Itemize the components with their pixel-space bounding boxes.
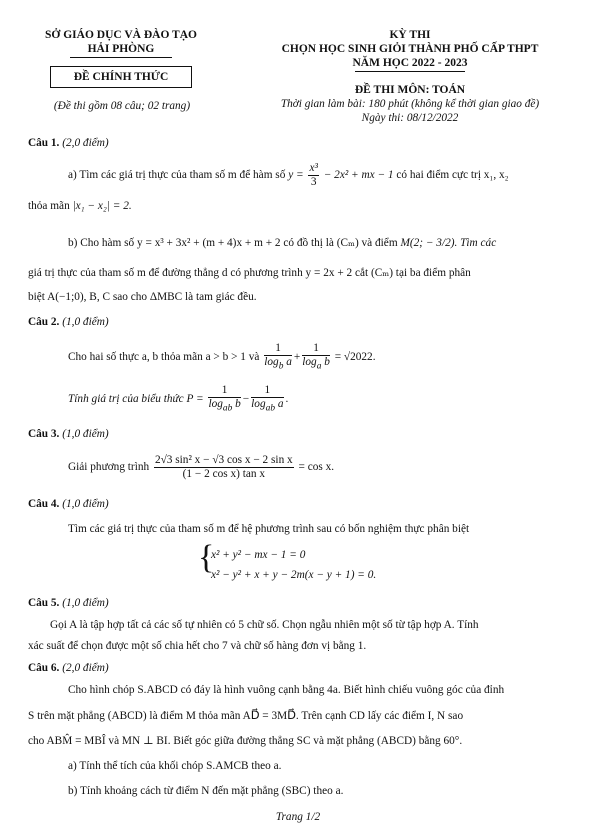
q6-title: Câu 6. — [28, 662, 60, 674]
q3-fraction — [154, 454, 294, 481]
q5-title: Câu 5. — [28, 597, 60, 609]
official-box — [50, 66, 192, 88]
q2-frac-4: $\frac{1}{\log_{ab} a}$ — [251, 384, 284, 414]
q1-points: (2,0 điểm) — [62, 137, 109, 149]
page-number: Trang 1/2 — [275, 811, 321, 823]
q4-text: Tìm các giá trị thực của tham số m để hệ phương trình sau có bốn nghiệm thực phân biệt — [68, 523, 470, 535]
q2-points: (1,0 điểm) — [62, 316, 109, 328]
official-label: ĐỀ CHÍNH THỨC — [73, 71, 169, 83]
q1-b-point: M(2; − 3/2). Tìm các — [400, 237, 497, 249]
q2-frac-3: $\frac{1}{\log_{ab} b}$ — [208, 384, 241, 414]
q2-line1-rhs: = √2022. — [334, 351, 376, 364]
q2-line1: Cho hai số thực a, b thỏa mãn a > b > 1 và $\frac{1}{\log_b a}$ + $\frac{1}{\log_a b}$ = √2022. — [68, 342, 376, 372]
q1-b-line2: giá trị thực của tham số m để đường thẳng d có phương trình y = 2x + 2 cắt (Cₘ) tại ba điểm phân — [28, 267, 471, 279]
q6-line1: Cho hình chóp S.ABCD có đáy là hình vuông cạnh bằng 4a. Biết hình chiếu vuông góc của đỉnh — [68, 684, 505, 696]
q3-equation — [68, 454, 334, 481]
q6-b: b) Tính khoảng cách từ điểm N đến mặt phẳng (SBC) theo a. — [68, 785, 344, 797]
q1-a-cond-prefix: thỏa mãn — [28, 200, 70, 212]
q5-line2: xác suất để chọn được một số chia hết cho 7 và chữ số hàng đơn vị bằng 1. — [28, 640, 367, 652]
q3-numerator: 2√3 sin² x − √3 cos x − 2 sin x — [154, 454, 293, 466]
exam-date: Ngày thi: 08/12/2022 — [361, 112, 459, 124]
q5-line1: Gọi A là tập hợp tất cả các số tự nhiên có 5 chữ số. Chọn ngẫu nhiên một số từ tập hợp A. Tính — [50, 619, 479, 631]
q2-frac-2: $\frac{1}{\log_a b}$ — [302, 342, 330, 372]
city-name: HẢI PHÒNG — [87, 43, 155, 55]
q1-heading — [28, 137, 109, 149]
q1-title: Câu 1. — [28, 137, 60, 149]
exam-subtitle: CHỌN HỌC SINH GIỎI THÀNH PHỐ CẤP THPT — [281, 43, 539, 55]
q1-a-func: − 2x² + mx − 1 — [323, 169, 394, 182]
q4-eq1: x² + y² − mx − 1 = 0 — [211, 549, 306, 561]
q6-heading — [28, 662, 109, 674]
header-right-underline — [355, 71, 465, 72]
q3-heading — [28, 428, 109, 440]
subject: ĐỀ THI MÔN: TOÁN — [354, 84, 466, 96]
q1-a-tail: có hai điểm cực trị x₁, x₂ — [396, 169, 509, 182]
q4-points: (1,0 điểm) — [62, 498, 109, 510]
q6-a: a) Tính thể tích của khối chóp S.AMCB theo a. — [68, 760, 282, 772]
q6-line2: S trên mặt phẳng (ABCD) là điểm M thỏa mãn AD⃗ = 3MD⃗. Trên cạnh CD lấy các điểm I, N sao — [28, 710, 464, 722]
q4-title: Câu 4. — [28, 498, 60, 510]
q2-frac-1: $\frac{1}{\log_b a}$ — [264, 342, 292, 372]
q1-a-text: a) Tìm các giá trị thực của tham số m để hàm số — [68, 169, 286, 182]
q1-b-line1 — [68, 236, 496, 249]
q2-title: Câu 2. — [28, 316, 60, 328]
q3-denominator: (1 − 2 cos x) tan x — [182, 468, 265, 480]
q1-a-line1: a) Tìm các giá trị thực của tham số m để hàm số y = $\frac{\text{x³}}{3}$ − 2x² + mx − 1 có hai điểm cực trị x₁, x₂ — [68, 162, 509, 188]
time-limit: Thời gian làm bài: 180 phút (không kể thời gian giao đề) — [280, 98, 540, 110]
q3-rhs: = cos x. — [298, 461, 335, 474]
q2-line2: Tính giá trị của biểu thức P = $\frac{1}{\log_{ab} b}$ − $\frac{1}{\log_{ab} a}$ . — [68, 384, 289, 414]
q1-a-line2 — [28, 200, 132, 212]
q1-a-fraction: $\frac{\text{x³}}{3}$ — [309, 162, 318, 188]
q5-heading — [28, 597, 109, 609]
q4-brace: { — [198, 539, 215, 576]
q2-line2-prefix: Tính giá trị của biểu thức P = — [68, 393, 204, 406]
exam-title: KỲ THI — [389, 29, 431, 41]
q1-a-cond: |x₁ − x₂| = 2. — [72, 200, 132, 212]
q2-heading — [28, 316, 109, 328]
q4-eq2: x² − y² + x + y − 2m(x − y + 1) = 0. — [211, 569, 377, 581]
school-year: NĂM HỌC 2022 - 2023 — [352, 57, 468, 69]
q3-points: (1,0 điểm) — [62, 428, 109, 440]
header-underline — [70, 57, 172, 58]
dept-name: SỞ GIÁO DỤC VÀ ĐÀO TẠO — [45, 29, 197, 41]
q3-prefix: Giải phương trình — [68, 461, 150, 474]
q2-line1-prefix: Cho hai số thực a, b thỏa mãn a > b > 1 và — [68, 351, 260, 364]
q1-b-line3: biệt A(−1;0), B, C sao cho ΔMBC là tam giác đều. — [28, 291, 257, 303]
pages-note: (Đề thi gồm 08 câu; 02 trang) — [53, 100, 191, 112]
q4-heading — [28, 498, 109, 510]
q6-points: (2,0 điểm) — [62, 662, 109, 674]
q6-line3: cho ABM̂ = MBÎ và MN ⊥ BI. Biết góc giữa đường thẳng SC và mặt phẳng (ABCD) bằng 60°. — [28, 735, 463, 747]
q5-points: (1,0 điểm) — [62, 597, 109, 609]
q1-b-text: b) Cho hàm số y = x³ + 3x² + (m + 4)x + m + 2 có đồ thị là (Cₘ) và điểm — [68, 237, 398, 249]
q3-title: Câu 3. — [28, 428, 60, 440]
